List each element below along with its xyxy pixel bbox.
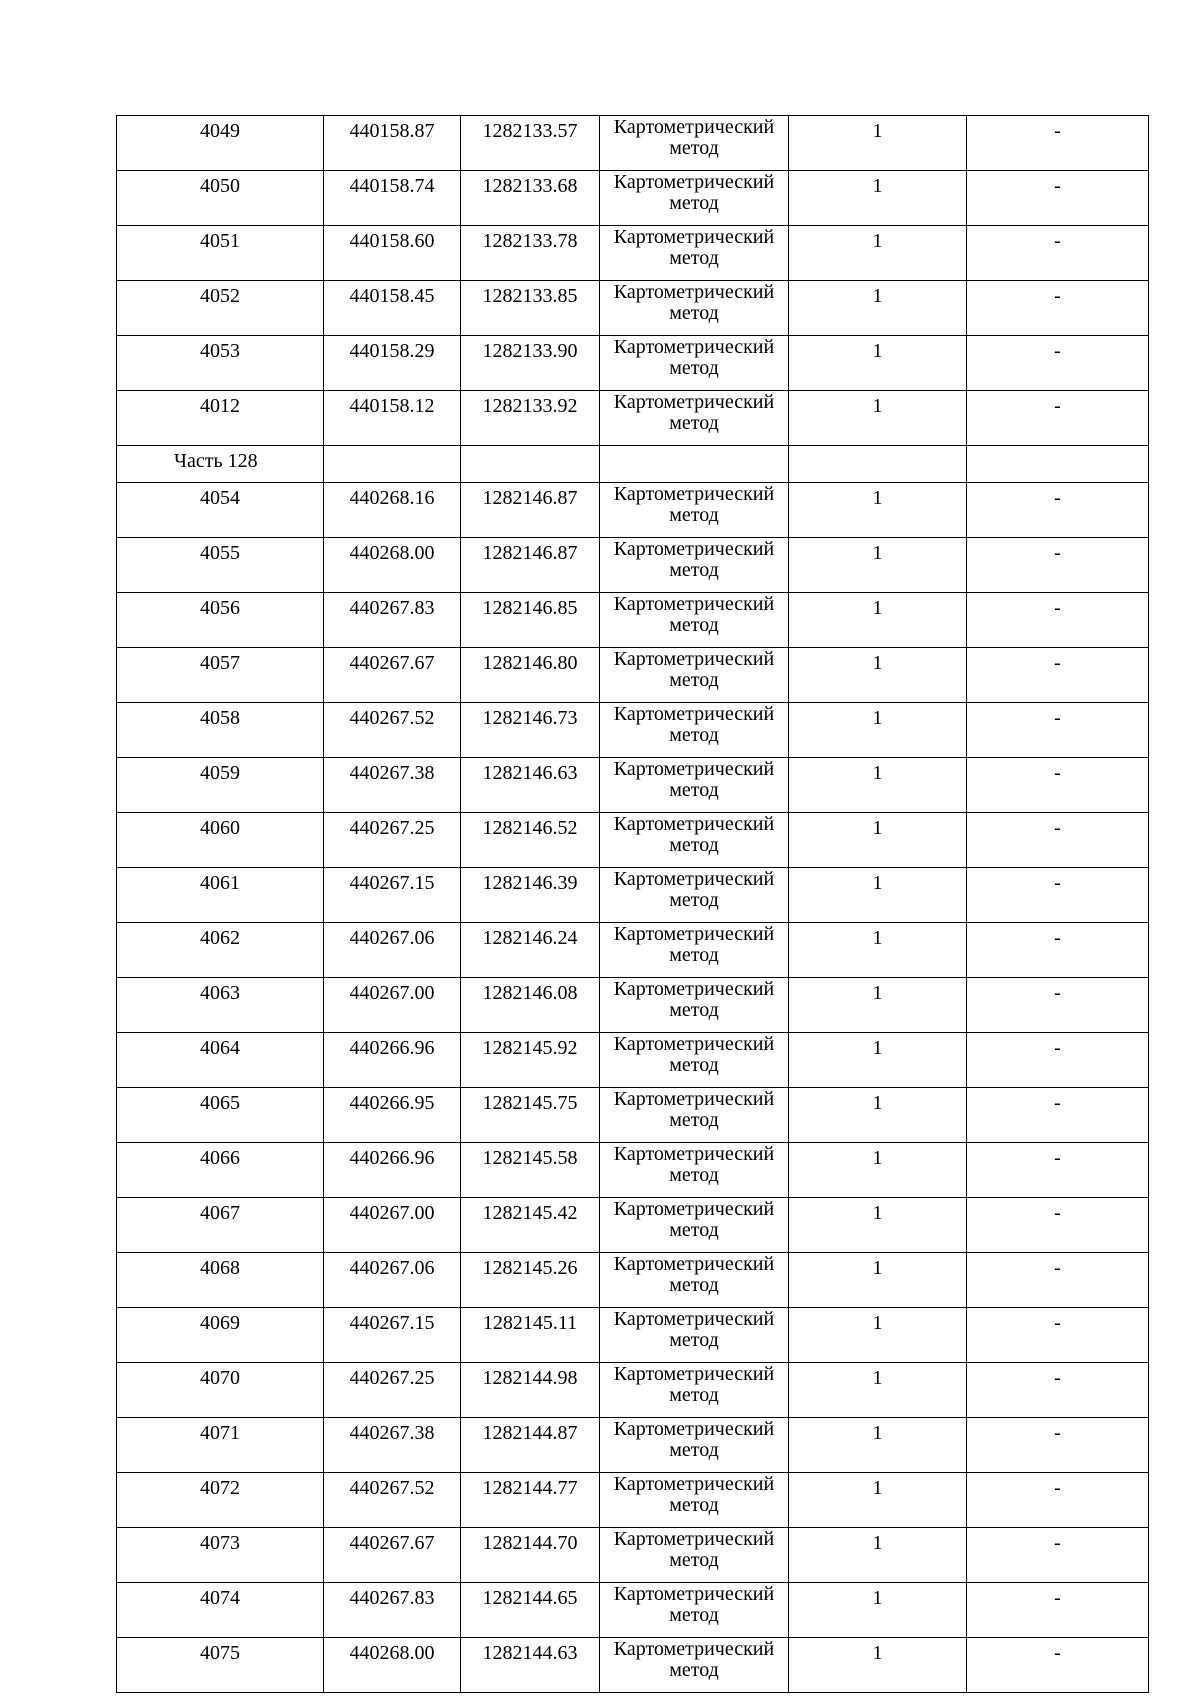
- table-row: [117, 281, 1149, 336]
- point-number-cell: 4054: [117, 483, 324, 538]
- y-coordinate-cell: 1282146.87: [461, 483, 600, 538]
- method-cell: Картометрический метод: [600, 868, 789, 923]
- table-row: [117, 1033, 1149, 1088]
- point-number-cell: 4071: [117, 1418, 324, 1473]
- note-cell: -: [967, 923, 1149, 978]
- note-cell: -: [967, 1253, 1149, 1308]
- point-number-cell: 4049: [117, 116, 324, 171]
- y-coordinate-cell: 1282145.75: [461, 1088, 600, 1143]
- empty-cell: [324, 446, 461, 483]
- method-cell: Картометрический метод: [600, 703, 789, 758]
- note-cell: -: [967, 1308, 1149, 1363]
- x-coordinate-cell: 440267.83: [324, 593, 461, 648]
- point-number-cell: 4053: [117, 336, 324, 391]
- method-cell: Картометрический метод: [600, 923, 789, 978]
- note-cell: -: [967, 1528, 1149, 1583]
- x-coordinate-cell: 440267.25: [324, 813, 461, 868]
- x-coordinate-cell: 440268.00: [324, 1638, 461, 1693]
- method-cell: Картометрический метод: [600, 978, 789, 1033]
- y-coordinate-cell: 1282144.77: [461, 1473, 600, 1528]
- table-row: [117, 171, 1149, 226]
- note-cell: -: [967, 483, 1149, 538]
- table-row: [117, 1638, 1149, 1693]
- point-number-cell: 4064: [117, 1033, 324, 1088]
- table-row: [117, 593, 1149, 648]
- point-number-cell: 4067: [117, 1198, 324, 1253]
- note-cell: -: [967, 1473, 1149, 1528]
- method-cell: Картометрический метод: [600, 1418, 789, 1473]
- table-row: [117, 1528, 1149, 1583]
- table-row: [117, 116, 1149, 171]
- table-row: [117, 1088, 1149, 1143]
- x-coordinate-cell: 440158.60: [324, 226, 461, 281]
- x-coordinate-cell: 440266.96: [324, 1143, 461, 1198]
- method-cell: Картометрический метод: [600, 813, 789, 868]
- x-coordinate-cell: 440267.67: [324, 1528, 461, 1583]
- precision-cell: 1: [789, 758, 967, 813]
- method-cell: Картометрический метод: [600, 648, 789, 703]
- note-cell: -: [967, 648, 1149, 703]
- method-cell: Картометрический метод: [600, 226, 789, 281]
- point-number-cell: 4061: [117, 868, 324, 923]
- y-coordinate-cell: 1282133.57: [461, 116, 600, 171]
- y-coordinate-cell: 1282144.70: [461, 1528, 600, 1583]
- x-coordinate-cell: 440267.00: [324, 1198, 461, 1253]
- point-number-cell: 4058: [117, 703, 324, 758]
- point-number-cell: 4057: [117, 648, 324, 703]
- precision-cell: 1: [789, 281, 967, 336]
- table-row: [117, 978, 1149, 1033]
- point-number-cell: 4070: [117, 1363, 324, 1418]
- x-coordinate-cell: 440158.87: [324, 116, 461, 171]
- note-cell: -: [967, 391, 1149, 446]
- note-cell: -: [967, 336, 1149, 391]
- note-cell: -: [967, 1363, 1149, 1418]
- method-cell: Картометрический метод: [600, 593, 789, 648]
- precision-cell: 1: [789, 593, 967, 648]
- y-coordinate-cell: 1282146.63: [461, 758, 600, 813]
- y-coordinate-cell: 1282144.63: [461, 1638, 600, 1693]
- precision-cell: 1: [789, 1033, 967, 1088]
- x-coordinate-cell: 440266.96: [324, 1033, 461, 1088]
- method-cell: Картометрический метод: [600, 171, 789, 226]
- y-coordinate-cell: 1282144.87: [461, 1418, 600, 1473]
- table-row: [117, 483, 1149, 538]
- precision-cell: 1: [789, 538, 967, 593]
- precision-cell: 1: [789, 336, 967, 391]
- method-cell: Картометрический метод: [600, 758, 789, 813]
- x-coordinate-cell: 440158.12: [324, 391, 461, 446]
- table-row: [117, 813, 1149, 868]
- x-coordinate-cell: 440267.15: [324, 1308, 461, 1363]
- x-coordinate-cell: 440158.74: [324, 171, 461, 226]
- table-row: [117, 1198, 1149, 1253]
- precision-cell: 1: [789, 813, 967, 868]
- point-number-cell: 4065: [117, 1088, 324, 1143]
- y-coordinate-cell: 1282145.58: [461, 1143, 600, 1198]
- note-cell: -: [967, 116, 1149, 171]
- precision-cell: 1: [789, 1088, 967, 1143]
- precision-cell: 1: [789, 483, 967, 538]
- point-number-cell: 4055: [117, 538, 324, 593]
- y-coordinate-cell: 1282146.87: [461, 538, 600, 593]
- y-coordinate-cell: 1282145.42: [461, 1198, 600, 1253]
- method-cell: Картометрический метод: [600, 1473, 789, 1528]
- note-cell: -: [967, 868, 1149, 923]
- y-coordinate-cell: 1282145.11: [461, 1308, 600, 1363]
- y-coordinate-cell: 1282146.52: [461, 813, 600, 868]
- method-cell: Картометрический метод: [600, 281, 789, 336]
- precision-cell: 1: [789, 171, 967, 226]
- method-cell: Картометрический метод: [600, 1033, 789, 1088]
- y-coordinate-cell: 1282144.98: [461, 1363, 600, 1418]
- precision-cell: 1: [789, 923, 967, 978]
- y-coordinate-cell: 1282146.24: [461, 923, 600, 978]
- method-cell: Картометрический метод: [600, 1363, 789, 1418]
- coordinates-table: [116, 115, 1149, 1693]
- part-header-row: [117, 446, 1149, 483]
- point-number-cell: 4072: [117, 1473, 324, 1528]
- point-number-cell: 4066: [117, 1143, 324, 1198]
- precision-cell: 1: [789, 1308, 967, 1363]
- note-cell: -: [967, 171, 1149, 226]
- x-coordinate-cell: 440267.52: [324, 1473, 461, 1528]
- x-coordinate-cell: 440267.38: [324, 758, 461, 813]
- precision-cell: 1: [789, 1638, 967, 1693]
- part-label-cell: Часть 128: [117, 446, 324, 483]
- precision-cell: 1: [789, 116, 967, 171]
- x-coordinate-cell: 440158.29: [324, 336, 461, 391]
- method-cell: Картометрический метод: [600, 1088, 789, 1143]
- method-cell: Картометрический метод: [600, 538, 789, 593]
- table-row: [117, 1418, 1149, 1473]
- method-cell: Картометрический метод: [600, 391, 789, 446]
- table-row: [117, 538, 1149, 593]
- table-row: [117, 868, 1149, 923]
- note-cell: -: [967, 1033, 1149, 1088]
- table-row: [117, 1143, 1149, 1198]
- note-cell: -: [967, 1143, 1149, 1198]
- precision-cell: 1: [789, 1143, 967, 1198]
- point-number-cell: 4060: [117, 813, 324, 868]
- y-coordinate-cell: 1282133.90: [461, 336, 600, 391]
- coordinates-table-body: [117, 116, 1149, 1693]
- note-cell: -: [967, 281, 1149, 336]
- precision-cell: 1: [789, 1528, 967, 1583]
- point-number-cell: 4051: [117, 226, 324, 281]
- table-row: [117, 1363, 1149, 1418]
- precision-cell: 1: [789, 1253, 967, 1308]
- precision-cell: 1: [789, 868, 967, 923]
- table-row: [117, 1583, 1149, 1638]
- table-row: [117, 1473, 1149, 1528]
- precision-cell: 1: [789, 978, 967, 1033]
- y-coordinate-cell: 1282144.65: [461, 1583, 600, 1638]
- table-row: [117, 648, 1149, 703]
- note-cell: -: [967, 226, 1149, 281]
- x-coordinate-cell: 440267.25: [324, 1363, 461, 1418]
- x-coordinate-cell: 440267.38: [324, 1418, 461, 1473]
- x-coordinate-cell: 440158.45: [324, 281, 461, 336]
- point-number-cell: 4062: [117, 923, 324, 978]
- note-cell: -: [967, 1088, 1149, 1143]
- table-row: [117, 226, 1149, 281]
- empty-cell: [789, 446, 967, 483]
- method-cell: Картометрический метод: [600, 483, 789, 538]
- y-coordinate-cell: 1282146.73: [461, 703, 600, 758]
- note-cell: -: [967, 813, 1149, 868]
- point-number-cell: 4069: [117, 1308, 324, 1363]
- y-coordinate-cell: 1282146.08: [461, 978, 600, 1033]
- table-row: [117, 758, 1149, 813]
- x-coordinate-cell: 440267.06: [324, 923, 461, 978]
- y-coordinate-cell: 1282145.92: [461, 1033, 600, 1088]
- x-coordinate-cell: 440267.15: [324, 868, 461, 923]
- method-cell: Картометрический метод: [600, 1308, 789, 1363]
- empty-cell: [461, 446, 600, 483]
- table-row: [117, 336, 1149, 391]
- method-cell: Картометрический метод: [600, 1198, 789, 1253]
- method-cell: Картометрический метод: [600, 116, 789, 171]
- point-number-cell: 4073: [117, 1528, 324, 1583]
- method-cell: Картометрический метод: [600, 1143, 789, 1198]
- x-coordinate-cell: 440267.52: [324, 703, 461, 758]
- point-number-cell: 4075: [117, 1638, 324, 1693]
- y-coordinate-cell: 1282146.39: [461, 868, 600, 923]
- note-cell: -: [967, 538, 1149, 593]
- precision-cell: 1: [789, 226, 967, 281]
- table-row: [117, 923, 1149, 978]
- table-row: [117, 1253, 1149, 1308]
- y-coordinate-cell: 1282146.85: [461, 593, 600, 648]
- note-cell: -: [967, 758, 1149, 813]
- x-coordinate-cell: 440266.95: [324, 1088, 461, 1143]
- precision-cell: 1: [789, 648, 967, 703]
- point-number-cell: 4068: [117, 1253, 324, 1308]
- x-coordinate-cell: 440267.06: [324, 1253, 461, 1308]
- note-cell: -: [967, 1583, 1149, 1638]
- table-row: [117, 391, 1149, 446]
- y-coordinate-cell: 1282133.92: [461, 391, 600, 446]
- point-number-cell: 4052: [117, 281, 324, 336]
- precision-cell: 1: [789, 1473, 967, 1528]
- table-row: [117, 1308, 1149, 1363]
- note-cell: -: [967, 1198, 1149, 1253]
- method-cell: Картометрический метод: [600, 1528, 789, 1583]
- point-number-cell: 4012: [117, 391, 324, 446]
- x-coordinate-cell: 440268.16: [324, 483, 461, 538]
- point-number-cell: 4063: [117, 978, 324, 1033]
- x-coordinate-cell: 440267.83: [324, 1583, 461, 1638]
- point-number-cell: 4056: [117, 593, 324, 648]
- y-coordinate-cell: 1282133.85: [461, 281, 600, 336]
- precision-cell: 1: [789, 703, 967, 758]
- precision-cell: 1: [789, 391, 967, 446]
- y-coordinate-cell: 1282146.80: [461, 648, 600, 703]
- x-coordinate-cell: 440268.00: [324, 538, 461, 593]
- method-cell: Картометрический метод: [600, 336, 789, 391]
- precision-cell: 1: [789, 1198, 967, 1253]
- precision-cell: 1: [789, 1363, 967, 1418]
- empty-cell: [600, 446, 789, 483]
- note-cell: -: [967, 703, 1149, 758]
- empty-cell: [967, 446, 1149, 483]
- precision-cell: 1: [789, 1583, 967, 1638]
- y-coordinate-cell: 1282145.26: [461, 1253, 600, 1308]
- table-row: [117, 703, 1149, 758]
- note-cell: -: [967, 978, 1149, 1033]
- point-number-cell: 4050: [117, 171, 324, 226]
- method-cell: Картометрический метод: [600, 1638, 789, 1693]
- method-cell: Картометрический метод: [600, 1583, 789, 1638]
- precision-cell: 1: [789, 1418, 967, 1473]
- y-coordinate-cell: 1282133.68: [461, 171, 600, 226]
- note-cell: -: [967, 1418, 1149, 1473]
- x-coordinate-cell: 440267.00: [324, 978, 461, 1033]
- note-cell: -: [967, 593, 1149, 648]
- point-number-cell: 4059: [117, 758, 324, 813]
- note-cell: -: [967, 1638, 1149, 1693]
- point-number-cell: 4074: [117, 1583, 324, 1638]
- x-coordinate-cell: 440267.67: [324, 648, 461, 703]
- y-coordinate-cell: 1282133.78: [461, 226, 600, 281]
- method-cell: Картометрический метод: [600, 1253, 789, 1308]
